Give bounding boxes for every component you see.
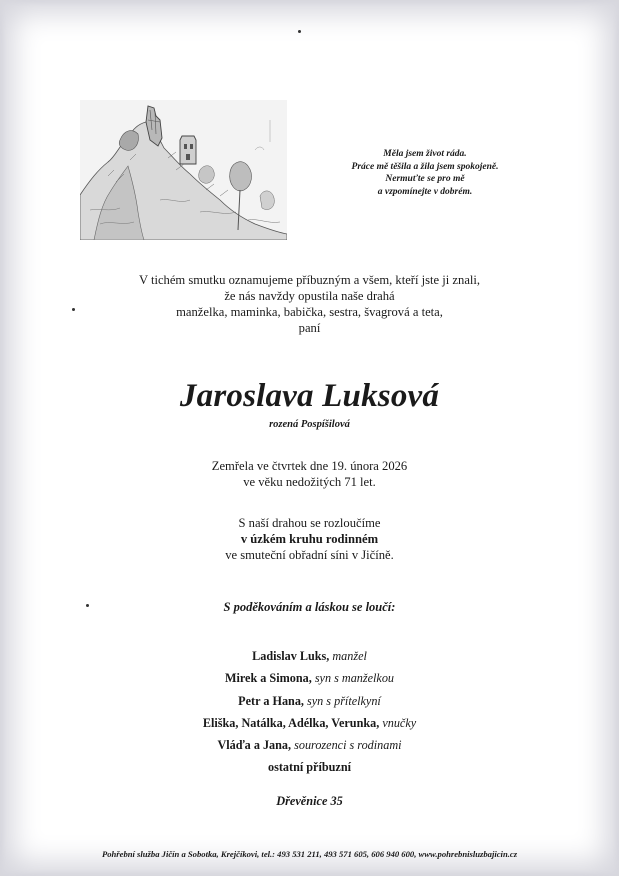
mourner-relation: syn s přítelkyní — [307, 693, 381, 708]
mourner-row — [0, 756, 619, 778]
mourner-row — [0, 645, 619, 667]
castle-ruin-sketch-icon — [80, 100, 287, 240]
funeral-service-footer: Pohřební služba Jičín a Sobotka, Krejčíkovi, tel.: 493 531 211, 493 571 605, 606 940 600, www.pohrebnisluzbajicin.cz — [101, 849, 518, 859]
mourner-row — [0, 734, 619, 756]
mourner-row — [0, 667, 619, 689]
ceremony-line: S naší drahou se rozloučíme — [238, 516, 381, 530]
mourner-relation: sourozenci s rodinami — [294, 738, 402, 753]
death-age-line: ve věku nedožitých 71 let. — [243, 475, 376, 489]
mourner-names: Eliška, Natálka, Adélka, Verunka, — [202, 715, 380, 730]
mourner-names: ostatní příbuzní — [268, 760, 351, 775]
ceremony-notice — [0, 515, 619, 563]
intro-line: V tichém smutku oznamujeme příbuzným a všem, kteří jste ji znali, — [138, 273, 481, 287]
death-notice — [0, 458, 619, 490]
mourner-names: Ladislav Luks, — [252, 649, 330, 663]
speck — [298, 30, 301, 33]
mourner-names: Petr a Hana, — [238, 693, 304, 708]
motto-line: Nermuťte se pro mě — [385, 174, 465, 184]
maiden-name: rozená Pospíšilová — [269, 419, 350, 430]
farewell-heading: S poděkováním a láskou se loučí: — [223, 600, 396, 614]
motto-line: a vzpomínejte v dobrém. — [377, 186, 473, 197]
intro-line: že nás navždy opustila naše drahá — [224, 289, 395, 303]
motto-line: Měla jsem život ráda. — [383, 149, 467, 159]
announcement-intro — [0, 272, 619, 336]
ceremony-place-line: ve smuteční obřadní síni v Jičíně. — [225, 548, 394, 562]
family-address: Dřevěnice 35 — [276, 794, 343, 808]
intro-line: paní — [298, 321, 321, 335]
death-date-line: Zemřela ve čtvrtek dne 19. února 2026 — [211, 459, 408, 473]
motto-line: Práce mě těšila a žila jsem spokojeně. — [351, 161, 499, 172]
intro-line: manželka, maminka, babička, sestra, švagrová a teta, — [176, 305, 443, 319]
mourner-row — [0, 712, 619, 734]
deceased-name: Jaroslava Luksová — [179, 378, 440, 414]
mourner-row — [0, 690, 619, 712]
motto-verse — [340, 148, 510, 198]
mourner-names: Mirek a Simona, — [224, 671, 312, 686]
mourner-relation: vnučky — [382, 715, 417, 730]
mourners-list — [0, 645, 619, 779]
mourner-relation: manžel — [332, 649, 367, 663]
ceremony-family-circle: v úzkém kruhu rodinném — [240, 532, 379, 546]
mourner-names: Vláďa a Jana, — [217, 738, 292, 753]
mourner-relation: syn s manželkou — [314, 671, 395, 686]
